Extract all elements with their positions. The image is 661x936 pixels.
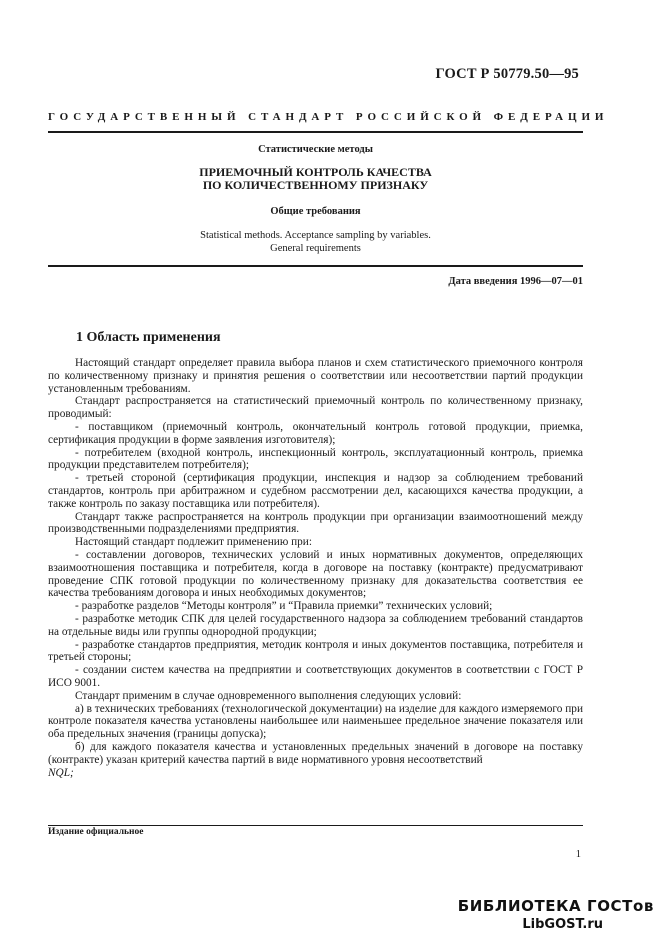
title-line-2: ПО КОЛИЧЕСТВЕННОМУ ПРИЗНАКУ: [202, 178, 429, 192]
paragraph: - третьей стороной (сертификация продукции, инспекция и надзор за соблюдением требований стандартов, контроль при арбитражном и судебном рассмотрении дел, касающихся качества продукции, а также контроль по заказу поставщика или потребителя).: [48, 472, 583, 510]
general-requirements-heading: Общие требования: [270, 206, 361, 217]
paragraph: Настоящий стандарт определяет правила выбора планов и схем статистического приемочного контроля по количественному признаку и принятия решения о соответствии или несоответствии партий продукции установленным требованиям.: [48, 357, 583, 395]
document-title: [48, 166, 583, 192]
section-heading: 1 Область применения: [76, 330, 221, 345]
subtitle: Статистические методы: [258, 144, 373, 155]
paragraph: - поставщиком (приемочный контроль, окончательный контроль готовой продукции, приемка, сертификация продукции в форме заявления изготовителя);: [48, 420, 583, 446]
paragraph: Стандарт применим в случае одновременного выполнения следующих условий:: [75, 689, 462, 702]
state-standard-heading: ГОСУДАРСТВЕННЫЙ СТАНДАРТ РОССИЙСКОЙ ФЕДЕРАЦИИ: [48, 111, 609, 123]
introduction-date: Дата введения 1996—07—01: [448, 276, 583, 287]
footer-rule: [48, 825, 583, 826]
english-title: [48, 230, 583, 255]
official-edition-label: Издание официальное: [48, 827, 144, 837]
paragraph: - потребителем (входной контроль, инспекционный контроль, эксплуатационный контроль, приемка продукции представителем потребителя);: [48, 446, 583, 472]
paragraph: - составлении договоров, технических условий и иных нормативных документов, определяющих взаимоотношения поставщика и потребителя, когда в договоре на поставку (контракте) предусматривают проведение СПК готовой продукции по количественному признаку для доказательства соответствия ее качества требованиям договора и иных необходимых документов;: [48, 548, 583, 600]
library-watermark-url: LibGOST.ru: [522, 917, 603, 932]
paragraph: - разработке методик СПК для целей государственного надзора за соблюдением требований стандартов на отдельные виды или группы однородной продукции;: [48, 612, 583, 638]
library-watermark-title: БИБЛИОТЕКА ГОСТов: [457, 897, 654, 915]
paragraph: а) в технических требованиях (технологической документации) на изделие для каждого измеряемого при контроле показателя качества установлены наибольшее или наименьшее предельное значение показателя или оба предельных значения (границы допуска);: [48, 702, 583, 741]
paragraph: Стандарт также распространяется на контроль продукции при организации взаимоотношений между производственными подразделениями предприятия.: [48, 510, 583, 536]
paragraph: - создании систем качества на предприятии и соответствующих документов в соответствии с ГОСТ Р ИСО 9001.: [48, 664, 583, 689]
paragraph: Стандарт распространяется на статистический приемочный контроль по количественному признаку, проводимый:: [48, 395, 583, 421]
top-rule: [48, 131, 583, 133]
title-line-1: ПРИЕМОЧНЫЙ КОНТРОЛЬ КАЧЕСТВА: [199, 165, 432, 179]
english-title-line-1: Statistical methods. Acceptance sampling by variables.: [200, 230, 431, 241]
gost-code: ГОСТ Р 50779.50—95: [435, 66, 579, 82]
title-bottom-rule: [48, 265, 583, 267]
english-title-line-2: General requirements: [270, 242, 361, 254]
paragraph: Настоящий стандарт подлежит применению при:: [75, 536, 312, 549]
paragraph: - разработке стандартов предприятия, методик контроля и иных документов поставщика, потребителя и третьей стороны;: [48, 638, 583, 664]
paragraph: б) для каждого показателя качества и установленных предельных значений в договоре на поставку (контракте) указан критерий качества партий в виде нормативного уровня несоответствий: [48, 740, 583, 766]
page-number: 1: [575, 849, 581, 860]
paragraph: - разработке разделов “Методы контроля” и “Правила приемки” технических условий;: [75, 600, 493, 613]
section-body: [48, 357, 583, 779]
nql-term: NQL;: [48, 766, 74, 779]
